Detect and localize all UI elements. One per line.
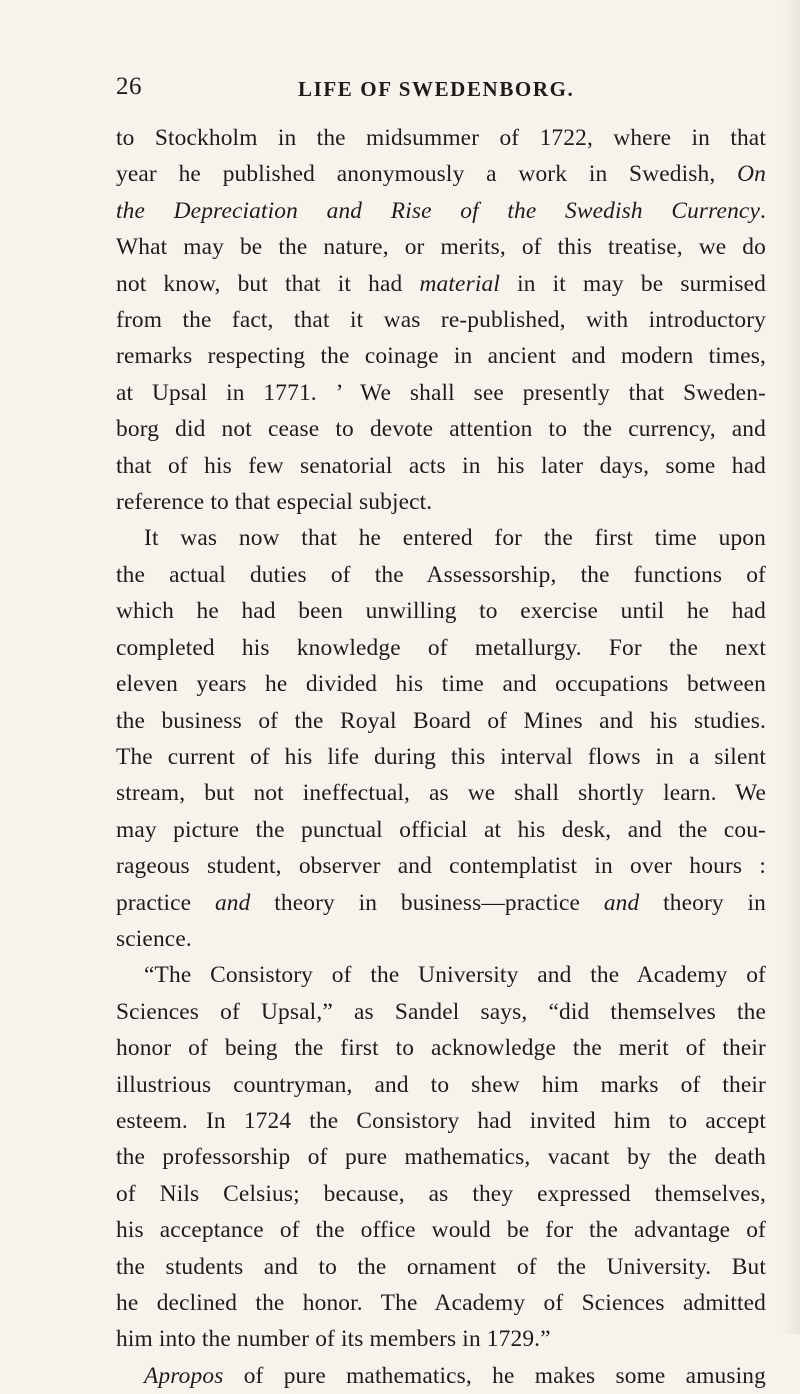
text-line bbox=[116, 1358, 766, 1394]
text-line bbox=[116, 885, 766, 921]
text-line: science. bbox=[116, 925, 192, 952]
italic-span bbox=[432, 198, 461, 224]
italic-span bbox=[479, 198, 508, 224]
text-line bbox=[116, 266, 766, 302]
text-line: honor of being the first to acknowledge the merit of their bbox=[116, 1035, 766, 1062]
page-number: 26 bbox=[116, 73, 142, 100]
text-line: from the fact, that it was re-published, with introductory bbox=[116, 307, 766, 334]
italic-span: the Swedish Currency bbox=[507, 197, 760, 224]
italic-span: and bbox=[603, 889, 640, 916]
text-line: reference to that especial subject. bbox=[116, 489, 433, 516]
body-text bbox=[116, 120, 766, 1394]
text-line: the business of the Royal Board of Mines and his studies. bbox=[116, 707, 766, 734]
text-line: of Nils Celsius; because, as they expressed themselves, bbox=[116, 1180, 766, 1207]
text-line: What may be the nature, or merits, of this treatise, we do bbox=[116, 234, 766, 261]
text-line: “The Consistory of the University and the Academy of bbox=[144, 962, 766, 989]
italic-span: On bbox=[737, 161, 766, 188]
text-span: practice bbox=[116, 889, 215, 916]
text-line: he declined the honor. The Academy of Sciences admitted bbox=[116, 1290, 766, 1316]
text-line: esteem. In 1724 the Consistory had invited him to accept bbox=[116, 1107, 766, 1134]
text-line: the students and to the ornament of the University. But bbox=[116, 1253, 766, 1280]
text-line: the professorship of pure mathematics, vacant by the death bbox=[116, 1144, 766, 1171]
text-line: The current of his life during this interval flows in a silent bbox=[116, 743, 766, 770]
text-line: that of his few senatorial acts in his later days, some had bbox=[116, 452, 766, 479]
text-line: his acceptance of the office would be for the advantage of bbox=[116, 1217, 766, 1244]
text-line: eleven years he divided his time and occupations between bbox=[116, 671, 766, 698]
page-header bbox=[116, 73, 766, 113]
text-span: theory in business—practice bbox=[250, 889, 604, 916]
italic-span: the bbox=[116, 197, 174, 224]
text-line: remarks respecting the coinage in ancient and modern times, bbox=[116, 343, 766, 370]
text-line: Sciences of Upsal,” as Sandel says, “did themselves the bbox=[116, 998, 766, 1025]
text-line: to Stockholm in the midsummer of 1722, where in that bbox=[116, 125, 766, 151]
page-edge-shadow bbox=[782, 0, 800, 1334]
text-line: completed his knowledge of metallurgy. For the next bbox=[116, 634, 766, 661]
text-line: illustrious countryman, and to shew him marks of their bbox=[116, 1071, 766, 1098]
text-line: It was now that he entered for the first time upon bbox=[144, 525, 766, 552]
running-head: LIFE OF SWEDENBORG. bbox=[298, 77, 575, 101]
text-span: in it may be surmised bbox=[499, 270, 766, 297]
text-span: not know, but that it had bbox=[116, 270, 420, 297]
text-line: him into the number of its members in 1729.” bbox=[116, 1326, 551, 1353]
text-line: rageous student, observer and contemplatist in over hours : bbox=[116, 853, 766, 880]
text-line bbox=[116, 156, 766, 192]
italic-span: material bbox=[419, 270, 500, 297]
text-line: may picture the punctual official at his desk, and the cou- bbox=[116, 816, 766, 843]
italic-span: and bbox=[214, 889, 251, 916]
text-span: of pure mathematics, he makes some amusing bbox=[223, 1362, 766, 1389]
text-line bbox=[116, 193, 766, 229]
italic-span: Apropos bbox=[144, 1362, 224, 1389]
italic-span: of bbox=[460, 197, 479, 224]
text-line: at Upsal in 1771. ’ We shall see presently that Sweden- bbox=[116, 379, 766, 406]
text-line: stream, but not ineffectual, as we shall shortly learn. We bbox=[116, 780, 766, 807]
text-line: which he had been unwilling to exercise until he had bbox=[116, 598, 766, 625]
text-line: the actual duties of the Assessorship, the functions of bbox=[116, 561, 766, 588]
italic-span: and bbox=[298, 197, 391, 224]
text-span: year he published anonymously a work in Swedish, bbox=[116, 161, 738, 188]
text-span: theory in bbox=[639, 889, 766, 916]
text-line: borg did not cease to devote attention to the currency, and bbox=[116, 416, 766, 443]
text-span: . bbox=[760, 197, 766, 224]
italic-span: Rise bbox=[390, 197, 432, 224]
italic-span: Depreciation bbox=[173, 197, 298, 224]
